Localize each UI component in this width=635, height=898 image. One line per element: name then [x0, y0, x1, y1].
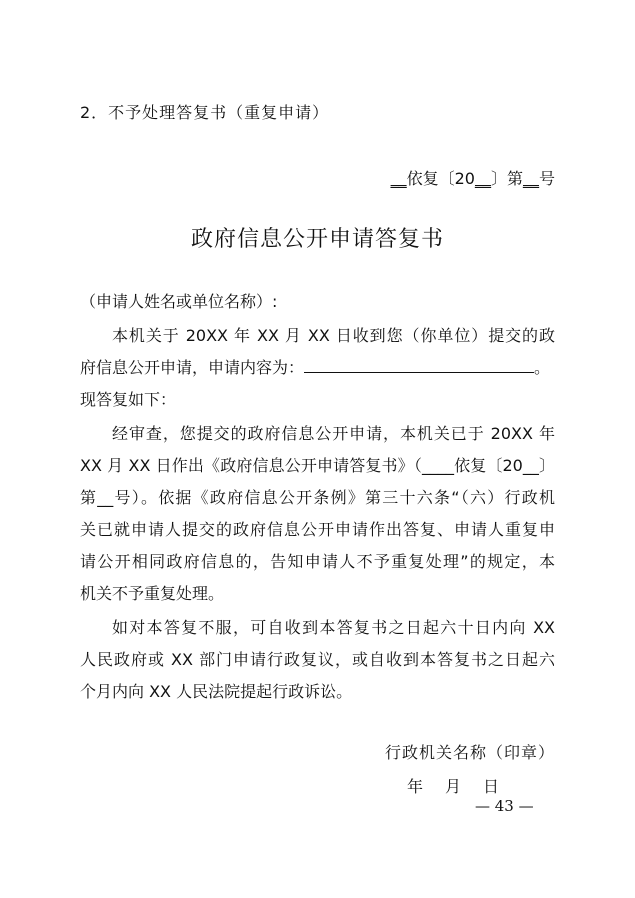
document-number	[391, 166, 555, 189]
paragraph-2-line-4: 关已就申请人提交的政府信息公开申请作出答复、申请人重复申	[80, 520, 555, 539]
paragraph-1-line-3: 现答复如下：	[80, 390, 177, 409]
paragraph-2-line-2: XX 月 XX 日作出《政府信息公开申请答复书》（____依复〔20__〕	[80, 456, 555, 475]
paragraph-3-line-2: 人民政府或 XX 部门申请行政复议，或自收到本答复书之日起六	[80, 650, 555, 669]
request-content-end: 。	[534, 358, 551, 377]
doc-number-text-3: 号	[538, 169, 555, 188]
paragraph-2-line-5: 请公开相同政府信息的，告知申请人不予重复处理”的规定，本	[80, 552, 555, 571]
request-content-label: 府信息公开申请，申请内容为：	[80, 358, 305, 377]
doc-number-text-1: 依复〔20	[406, 169, 475, 188]
section-heading: 2．不予处理答复书（重复申请）	[80, 103, 330, 122]
applicant-line: （申请人姓名或单位名称）:	[80, 292, 278, 311]
paragraph-2-line-3: 第__号）。依据《政府信息公开条例》第三十六条“（六）行政机	[80, 488, 555, 507]
paragraph-1-line-1: 本机关于 20XX 年 XX 月 XX 日收到您（你单位）提交的政	[112, 326, 555, 345]
date-day: 日	[483, 777, 500, 796]
date-line	[407, 774, 521, 797]
date-year: 年	[407, 777, 424, 796]
document-title: 政府信息公开申请答复书	[190, 227, 444, 252]
date-month: 月	[445, 777, 462, 796]
doc-number-blank-1: __	[390, 169, 407, 188]
paragraph-2-line-1: 经审查，您提交的政府信息公开申请，本机关已于 20XX 年	[112, 424, 555, 443]
page-number: — 43 —	[475, 797, 534, 815]
doc-number-blank-3: __	[522, 169, 539, 188]
request-content-blank	[304, 358, 534, 373]
paragraph-3-line-3: 个月内向 XX 人民法院提起行政诉讼。	[80, 682, 353, 701]
paragraph-3-line-1: 如对本答复不服，可自收到本答复书之日起六十日内向 XX	[112, 618, 555, 637]
paragraph-1-line-2	[80, 358, 555, 378]
agency-signature: 行政机关名称（印章）	[384, 743, 555, 762]
doc-number-text-2: 〕第	[490, 169, 523, 188]
paragraph-2-line-6: 机关不予重复处理。	[80, 584, 225, 603]
doc-number-blank-2: __	[474, 169, 491, 188]
